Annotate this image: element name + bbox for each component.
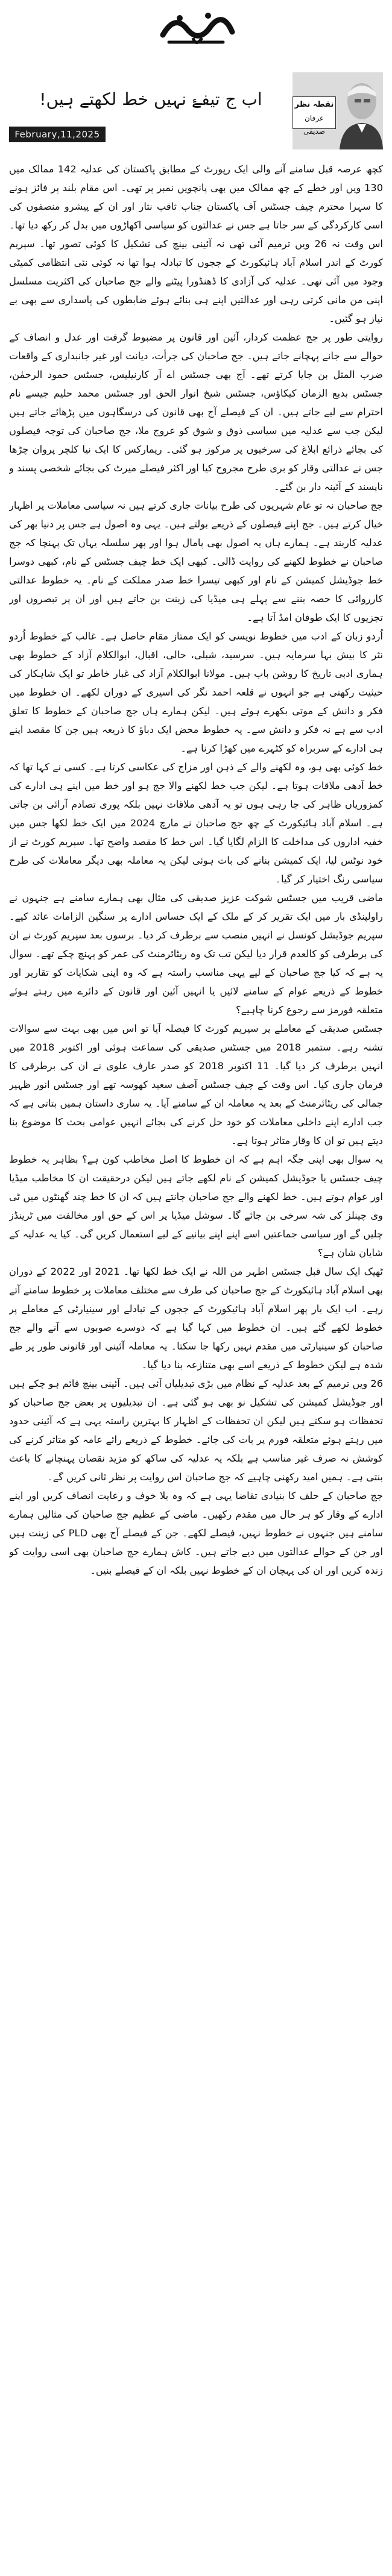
article-paragraph: کچھ عرصہ قبل سامنے آنے والی ایک رپورٹ کے مطابق پاکستان کی عدلیہ 142 ممالک میں 130 ویں اور خطے کے چھ ممالک میں بھی پانچویں نمبر پر تھی۔ اس مقام بلند پر فائز ہونے کا سہرا محترم چیف جسٹس آف پاکستان جناب ثاقب نثار اور ان کے پیشرو منصفوں کی اسی کارکردگی کے سر جاتا ہے جس نے عدالتوں کو سیاسی اکھاڑوں میں بدل کر رکھ دیا تھا۔ اس وقت نہ 26 ویں ترمیم آئی تھی نہ آئینی بینچ کی تشکیل کا کوئی تصور تھا۔ سپریم کورٹ کے اندر اسلام آباد ہائیکورٹ کے ججوں کا تبادلہ ہوا تھا نہ کوئی نئی انتظامی کمیٹی وجود میں آئی تھی۔ عدلیہ کی آزادی کا ڈھنڈورا پیٹنے والے جج صاحبان کی اکثریت مسلسل اپنی من مانی کرتی رہی اور عدالتیں اپنے ہی بنائے ہوئے ضابطوں کی پاسداری سے بھی بے نیاز ہو گئیں۔ (9, 163, 383, 324)
writer-block (292, 72, 383, 149)
article-paragraph: یہ سوال بھی اپنی جگہ اہم ہے کہ ان خطوط کا اصل مخاطب کون ہے؟ بظاہر یہ خطوط چیف جسٹس یا جوڈیشل کمیشن کے نام لکھے جاتے ہیں لیکن درحقیقت ان کا مخاطب میڈیا اور عوام ہوتے ہیں۔ خط لکھنے والے جج صاحبان جانتے ہیں کہ ان کا خط چند گھنٹوں میں ٹی وی چینلز کی شہ سرخی بن جائے گا۔ سوشل میڈیا پر اس کے حق اور مخالفت میں ٹرینڈز چلیں گے اور سیاسی جماعتیں اسے اپنے اپنے بیانیے کے لیے استعمال کریں گی۔ کیا یہ عدلیہ کے شایان شان ہے؟ (9, 1154, 383, 1258)
article-paragraph: ٹھیک ایک سال قبل جسٹس اطہر من اللہ نے ایک خط لکھا تھا۔ 2021 اور 2022 کے دوران بھی اسلام آباد ہائیکورٹ کے جج صاحبان کی طرف سے مختلف معاملات پر خطوط سامنے آتے رہے۔ اب ایک بار پھر اسلام آباد ہائیکورٹ کے ججوں کے تبادلے اور سینیارٹی کے معاملے پر خطوط لکھے گئے ہیں۔ ان خطوط میں کہا گیا ہے کہ دوسرے صوبوں سے آنے والے جج صاحبان کو سینیارٹی میں مقدم نہیں رکھا جا سکتا۔ یہ معاملہ آئینی اور قانونی طور پر طے شدہ ہے لیکن خطوط کے ذریعے اسے بھی متنازعہ بنا دیا گیا۔ (9, 1266, 383, 1371)
article-paragraph: جج صاحبان نہ تو عام شہریوں کی طرح بیانات جاری کرتے ہیں نہ سیاسی معاملات پر اظہار خیال کرتے ہیں۔ جج اپنے فیصلوں کے ذریعے بولتے ہیں۔ یہی وہ اصول ہے جس پر دنیا بھر کی عدلیہ کاربند ہے۔ ہمارے ہاں یہ اصول بھی پامال ہوا اور پھر سلسلہ یہاں تک پہنچا کہ جج صاحبان نے خطوط لکھنے کی روایت ڈالی۔ کبھی ایک خط چیف جسٹس کے نام، کبھی دوسرا خط جوڈیشل کمیشن کے نام اور کبھی تیسرا خط صدر مملکت کے نام۔ یہ خطوط عدالتی کارروائی کا حصہ بننے سے پہلے ہی میڈیا کی زینت بن جاتے ہیں اور ان پر تبصروں اور تجزیوں کا ایک طوفان امڈ آتا ہے۔ (9, 500, 383, 623)
writer-name: عرفان صدیقی (303, 114, 325, 136)
article-paragraph: جج صاحبان کے حلف کا بنیادی تقاضا یہی ہے کہ وہ بلا خوف و رعایت انصاف کریں اور اپنے ادارے کے وقار کو ہر حال میں مقدم رکھیں۔ ماضی کے عظیم جج صاحبان کی مثالیں ہمارے سامنے ہیں جنہوں نے خطوط نہیں، فیصلے لکھے۔ جن کے فیصلے آج بھی PLD کی زینت ہیں اور جن کے حوالے عدالتوں میں دیے جاتے ہیں۔ کاش ہمارے جج صاحبان بھی اسی روایت کو زندہ کریں اور ان کی پہچان ان کے خطوط نہیں بلکہ ان کے فیصلے بنیں۔ (9, 1490, 383, 1576)
column-header (9, 72, 383, 151)
article-paragraph: خط کوئی بھی ہو، وہ لکھنے والے کے ذہن اور مزاج کی عکاسی کرتا ہے۔ کسی نے کہا تھا کہ خط آدھی ملاقات ہوتا ہے۔ لیکن جب خط لکھنے والا جج ہو اور خط میں اپنے ہی ادارے کی کمزوریاں ظاہر کی جا رہی ہوں تو یہ آدھی ملاقات نہیں بلکہ پوری تصادم آرائی بن جاتی ہے۔ اسلام آباد ہائیکورٹ کے چھ جج صاحبان نے مارچ 2024 میں ایک خط لکھا جس میں خفیہ اداروں کی مداخلت کا الزام لگایا گیا۔ اس خط کا مقصد واضح تھا۔ سپریم کورٹ نے از خود نوٹس لیا، ایک کمیشن بنانے کی بات ہوئی لیکن یہ معاملہ بھی دیگر معاملات کی طرح سیاسی رنگ اختیار کر گیا۔ (9, 761, 383, 885)
article-paragraph: اُردو زبان کے ادب میں خطوط نویسی کو ایک ممتاز مقام حاصل ہے۔ غالب کے خطوط اُردو نثر کا بیش بہا سرمایہ ہیں۔ سرسید، شبلی، حالی، اقبال، ابوالکلام آزاد کے خطوط بھی ہماری ادبی تاریخ کا روشن باب ہیں۔ مولانا ابوالکلام آزاد کی غبار خاطر تو ایک شاہکار کی حیثیت رکھتی ہے جو انہوں نے قلعہ احمد نگر کی اسیری کے دوران لکھے۔ ان خطوط میں فکر و دانش کے موتی بکھرے ہوئے ہیں۔ لیکن ہمارے ہاں جج صاحبان کے خطوط کا تعلق ادب سے ہے نہ فکر و دانش سے۔ یہ خطوط محض ایک دباؤ کا ذریعہ ہیں جن کا مقصد اپنے ہی ادارے کے سربراہ کو کٹہرے میں کھڑا کرنا ہے۔ (9, 630, 383, 754)
article-paragraph: ماضی قریب میں جسٹس شوکت عزیز صدیقی کی مثال بھی ہمارے سامنے ہے جنہوں نے راولپنڈی بار میں ایک تقریر کر کے ملک کے ایک حساس ادارے پر سنگین الزامات عائد کیے۔ سپریم جوڈیشل کونسل نے انہیں منصب سے برطرف کر دیا۔ برسوں بعد سپریم کورٹ نے ان کی برطرفی کو کالعدم قرار دیا لیکن تب تک وہ ریٹائرمنٹ کی عمر کو پہنچ چکے تھے۔ سوال یہ ہے کہ کیا جج صاحبان کے لیے یہی مناسب راستہ ہے کہ وہ اپنی شکایات کو تقاریر اور خطوط کے ذریعے عوام کے سامنے لائیں یا انہیں آئین اور قانون کے دائرے میں رہتے ہوئے متعلقہ فورمز سے رجوع کرنا چاہیے؟ (9, 892, 383, 1016)
newspaper-logo[interactable] (151, 5, 241, 53)
article-paragraph: 26 ویں ترمیم کے بعد عدلیہ کے نظام میں بڑی تبدیلیاں آئی ہیں۔ آئینی بینچ قائم ہو چکے ہیں اور جوڈیشل کمیشن کی تشکیل نو بھی ہو گئی ہے۔ ان تبدیلیوں پر بعض جج صاحبان کو تحفظات ہو سکتے ہیں لیکن ان تحفظات کے اظہار کا بہترین راستہ یہی ہے کہ آئینی حدود میں رہتے ہوئے متعلقہ فورم پر بات کی جائے۔ خطوط کے ذریعے رائے عامہ کو متاثر کرنے کی کوشش نہ صرف غیر مناسب ہے بلکہ یہ عدلیہ کی ساکھ کو مزید نقصان پہنچانے کا باعث بنتی ہے۔ ہمیں امید رکھنی چاہیے کہ جج صاحبان اس روایت پر نظر ثانی کریں گے۔ (9, 1378, 383, 1483)
masthead (0, 0, 392, 57)
logo-mark-icon (151, 5, 241, 53)
article-paragraph: روایتی طور پر جج عظمت کردار، آئین اور قانون پر مضبوط گرفت اور عدل و انصاف کے حوالے سے جانے پہچانے جاتے ہیں۔ جج صاحبان کی جرأت، دیانت اور غیر جانبداری کے واقعات ضرب المثل بن جایا کرتے تھے۔ آج بھی جسٹس اے آر کارنیلیس، جسٹس حمود الرحمٰن، جسٹس بدیع الزمان کیکاؤس، جسٹس شیخ انوار الحق اور جسٹس محمد حلیم جیسے نام احترام سے لیے جاتے ہیں۔ ان کے فیصلے آج بھی قانون کی درسگاہوں میں پڑھائے جاتے ہیں لیکن جب سے عدلیہ میں سیاسی ذوق و شوق کو عروج ملا، جج صاحبان کی توجہ فیصلوں کی بجائے ذرائع ابلاغ کی سرخیوں پر مرکوز ہو گئی۔ ریمارکس کا ایک نیا کلچر پروان چڑھا جس نے عدالتی وقار کو بری طرح مجروح کیا اور اکثر فیصلے میرٹ کی بجائے شخصی پسند و ناپسند کے آئینہ دار بن گئے۔ (9, 331, 383, 492)
column-headline: اب ج تیفۓ نہیں خط لکھتے ہیں! (39, 89, 262, 109)
writer-name-label: نقطہ نظر (294, 100, 334, 109)
article-body (9, 160, 383, 2565)
article-paragraph: جسٹس صدیقی کے معاملے پر سپریم کورٹ کا فیصلہ آیا تو اس میں بھی بہت سے سوالات تشنہ رہے۔ ستمبر 2018 میں جسٹس صدیقی کی سماعت ہوئی اور اکتوبر 2018 میں انہیں برطرف کر دیا گیا۔ 11 اکتوبر 2018 کو صدر عارف علوی نے ان کی برطرفی کا فرمان جاری کیا۔ اس وقت کے چیف جسٹس آصف سعید کھوسہ تھے اور جسٹس انور ظہیر جمالی کی ریٹائرمنٹ کے بعد یہ معاملہ ان کے سامنے آیا۔ یہ ساری داستان ہمیں بتاتی ہے کہ جب ادارے اپنے داخلی معاملات کو خود حل کرنے کی بجائے انہیں عوامی بحث کا موضوع بنا دیتے ہیں تو ان کا وقار متاثر ہوتا ہے۔ (9, 1023, 383, 1146)
publish-date: February,11,2025 (9, 127, 106, 142)
writer-name-box (292, 96, 336, 136)
